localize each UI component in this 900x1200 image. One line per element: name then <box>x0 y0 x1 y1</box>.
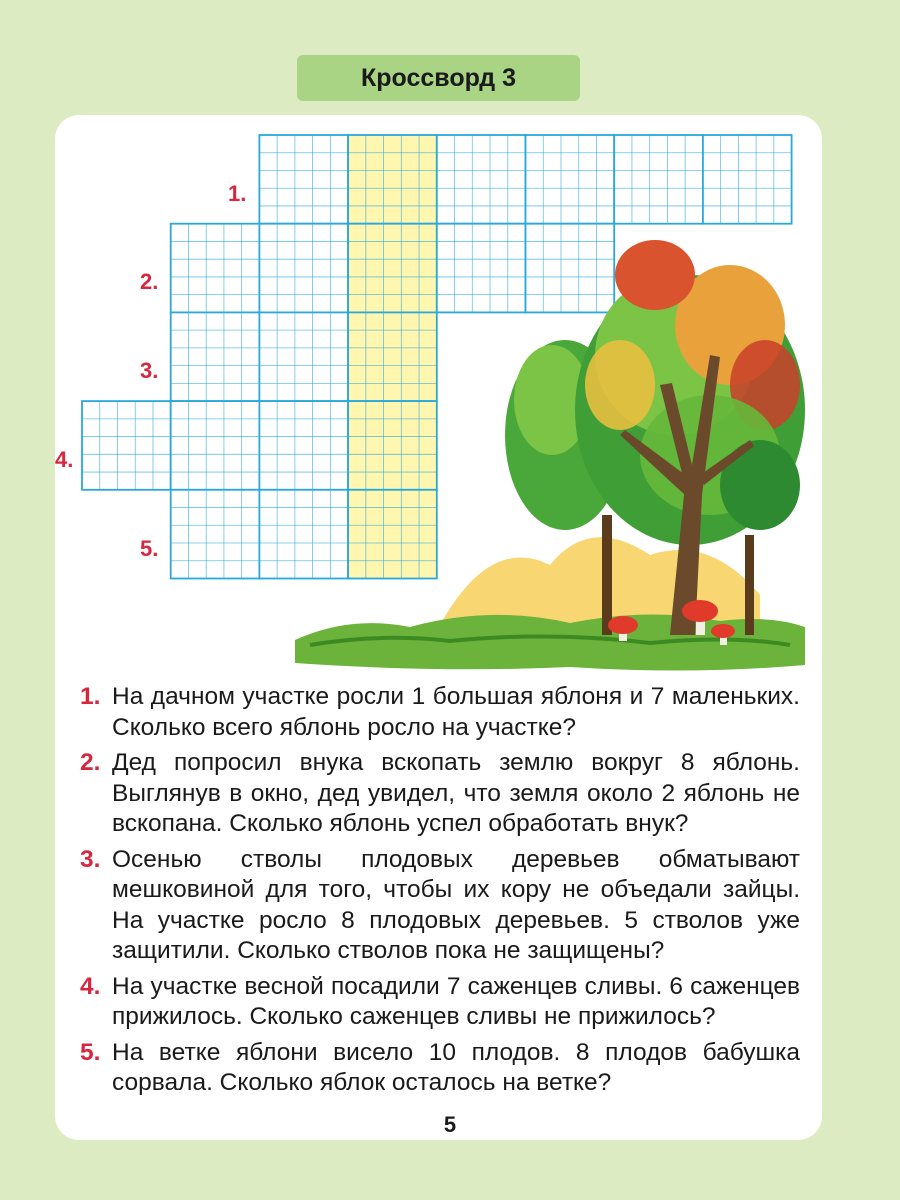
question-text: Осенью стволы плодовых деревьев обматывают мешковиной для того, чтобы их кору не объедали зайцы. На участке росло 8 плодовых деревьев. 5 стволов уже защитили. Сколько стволов пока не защищены? <box>112 845 800 964</box>
crossword-cell <box>171 312 260 401</box>
crossword-cell <box>82 401 171 490</box>
questions-list <box>80 682 800 1104</box>
crossword-row-number-4: 4. <box>55 447 74 472</box>
question-item <box>80 845 800 967</box>
crossword-row-number-3: 3. <box>140 358 159 383</box>
crossword-cell <box>437 135 526 224</box>
question-number: 3. <box>80 845 101 873</box>
crossword-cell <box>171 224 260 313</box>
question-number: 4. <box>80 972 101 1000</box>
crossword-cell <box>348 135 437 224</box>
crossword-cell <box>171 490 260 579</box>
question-item <box>80 972 800 1033</box>
question-item <box>80 748 800 840</box>
question-number: 2. <box>80 749 101 776</box>
question-text: На ветке яблони висело 10 плодов. 8 плодов бабушка сорвала. Сколько яблок осталось на ветке? <box>112 1038 800 1096</box>
question-text: На участке весной посадили 7 саженцев сливы. 6 саженцев прижилось. Сколько саженцев сливы не прижилось? <box>112 972 800 1030</box>
crossword-row-number-2: 2. <box>140 269 159 294</box>
crossword-cell <box>171 401 260 490</box>
page-number: 5 <box>443 1112 457 1137</box>
question-text: Дед попросил внука вскопать землю вокруг 8 яблонь. Выглянув в окно, дед увидел, что земля около 2 яблонь не вскопана. Сколько яблонь успел обработать внук? <box>112 749 800 837</box>
question-item <box>80 1038 800 1099</box>
question-text: На дачном участке росли 1 большая яблоня и 7 маленьких. Сколько всего яблонь росло на участке? <box>112 683 800 741</box>
question-item <box>80 682 800 743</box>
question-number: 1. <box>80 683 101 710</box>
crossword-cell <box>259 135 348 224</box>
page-title: Кроссворд 3 <box>297 55 580 101</box>
trees-illustration <box>290 235 810 675</box>
crossword-cell <box>614 135 703 224</box>
crossword-cell <box>526 135 615 224</box>
crossword-row-number-5: 5. <box>140 536 159 561</box>
crossword-row-number-1: 1. <box>228 181 247 206</box>
crossword-cell <box>703 135 792 224</box>
question-number: 5. <box>80 1038 101 1066</box>
